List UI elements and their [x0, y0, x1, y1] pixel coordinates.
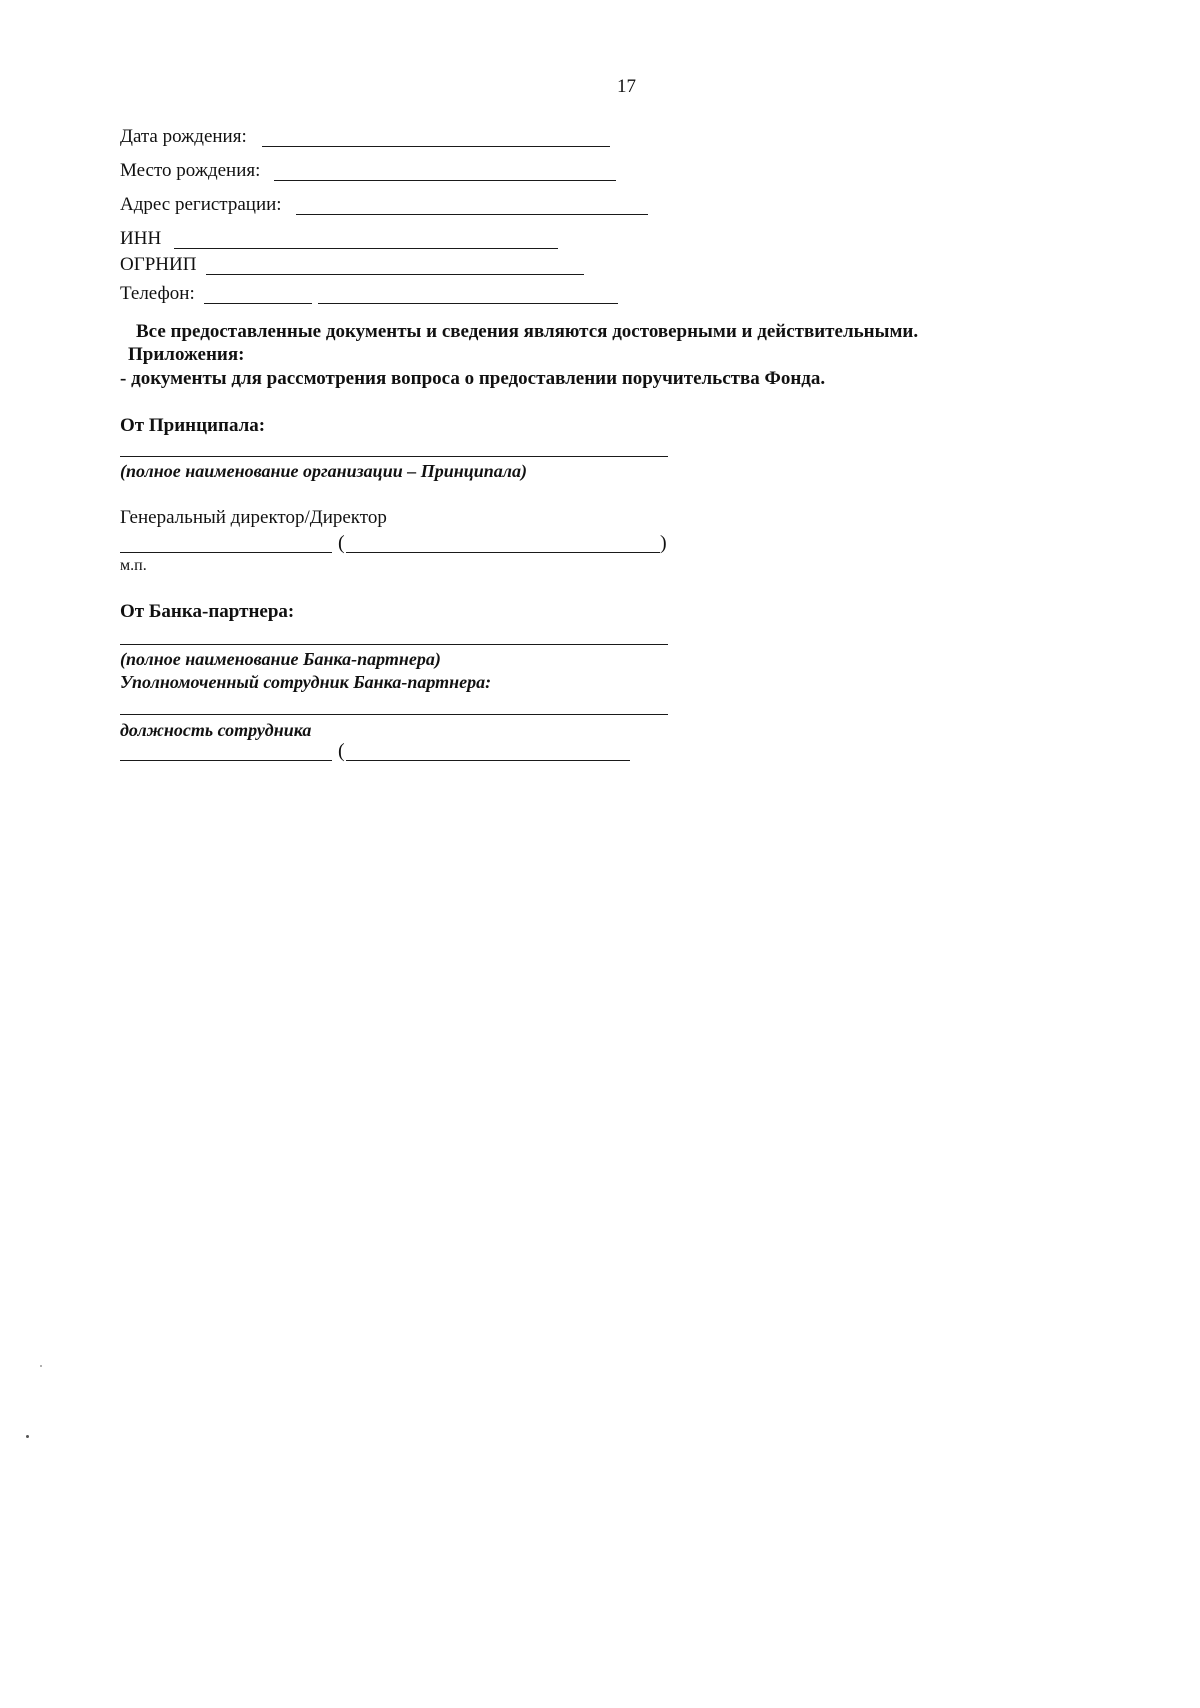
phone-line-1	[204, 303, 312, 304]
ogrnip-line	[206, 274, 584, 275]
bank-paren-open: (	[338, 740, 345, 762]
bank-employee-name-line	[346, 760, 630, 761]
page-number: 17	[617, 76, 636, 97]
bank-name-caption: (полное наименование Банка-партнера)	[120, 649, 441, 669]
director-title: Генеральный директор/Директор	[120, 507, 387, 528]
director-paren-close: )	[660, 532, 667, 554]
birth-place-label: Место рождения:	[120, 160, 261, 181]
director-name-line	[346, 552, 660, 553]
bank-position-caption: должность сотрудника	[120, 720, 312, 740]
phone-label: Телефон:	[120, 283, 195, 304]
registration-address-line	[296, 214, 648, 215]
principal-name-caption: (полное наименование организации – Принципала)	[120, 461, 527, 481]
bank-name-line	[120, 644, 668, 645]
scan-speck	[26, 1435, 29, 1438]
birth-place-line	[274, 180, 616, 181]
ogrnip-label: ОГРНИП	[120, 254, 197, 275]
inn-label: ИНН	[120, 228, 162, 249]
birth-date-label: Дата рождения:	[120, 126, 247, 147]
director-signature-line	[120, 552, 332, 553]
birth-date-line	[262, 146, 610, 147]
bank-signature-line	[120, 760, 332, 761]
registration-address-label: Адрес регистрации:	[120, 194, 282, 215]
principal-heading: От Принципала:	[120, 415, 266, 436]
attachments-heading: Приложения:	[128, 344, 245, 365]
inn-line	[174, 248, 558, 249]
statement-text: Все предоставленные документы и сведения являются достоверными и действительными.	[136, 321, 919, 342]
seal-mark: м.п.	[120, 557, 147, 574]
scan-speck	[40, 1365, 42, 1367]
bank-employee-caption: Уполномоченный сотрудник Банка-партнера:	[120, 672, 492, 692]
principal-name-line	[120, 456, 668, 457]
director-paren-open: (	[338, 532, 345, 554]
phone-line-2	[318, 303, 618, 304]
bank-employee-line	[120, 714, 668, 715]
bank-heading: От Банка-партнера:	[120, 601, 295, 622]
attachments-item: - документы для рассмотрения вопроса о предоставлении поручительства Фонда.	[120, 368, 826, 389]
